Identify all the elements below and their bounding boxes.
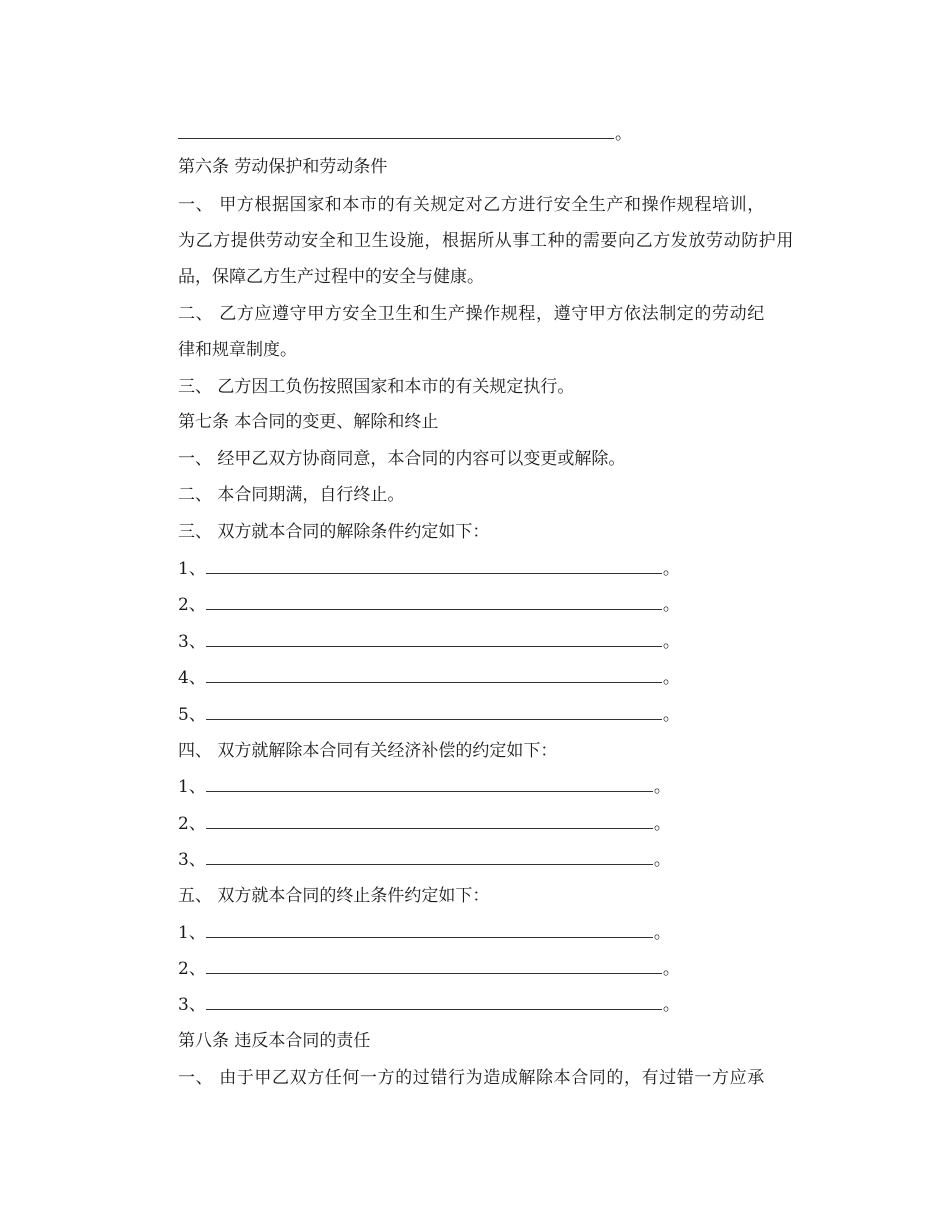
blank-underline — [206, 595, 662, 610]
fill-in-item — [178, 848, 798, 872]
paragraph-line: 一、 由于甲乙双方任何一方的过错行为造成解除本合同的，有过错一方应承 — [178, 1068, 765, 1088]
fill-in-item — [178, 812, 798, 836]
line-end-mark: 。 — [662, 959, 680, 979]
blank-underline — [206, 995, 662, 1010]
fill-in-item — [178, 593, 798, 617]
line-end-mark: 。 — [653, 923, 671, 943]
blank-underline — [206, 632, 662, 647]
line-end-mark: 。 — [662, 559, 680, 579]
fill-in-blank-line — [178, 122, 798, 146]
line-end-mark: 。 — [662, 595, 680, 615]
line-end-mark: 。 — [662, 668, 680, 688]
paragraph-line: 一、 甲方根据国家和本市的有关规定对乙方进行安全生产和操作规程培训， — [178, 195, 765, 215]
fill-in-item — [178, 630, 798, 654]
fill-in-item — [178, 703, 798, 727]
article-heading: 第八条 违反本合同的责任 — [178, 1031, 371, 1051]
blank-underline — [206, 959, 662, 974]
blank-underline — [178, 124, 614, 139]
line-end-mark: 。 — [653, 850, 671, 870]
blank-underline — [206, 850, 653, 865]
paragraph-line: 二、 乙方应遵守甲方安全卫生和生产操作规程，遵守甲方依法制定的劳动纪 — [178, 304, 765, 324]
item-number: 1、 — [178, 777, 206, 797]
item-number: 2、 — [178, 595, 206, 615]
line-end-mark: 。 — [662, 632, 680, 652]
line-end-mark: 。 — [662, 995, 680, 1015]
item-number: 3、 — [178, 850, 206, 870]
fill-in-item — [178, 557, 798, 581]
fill-in-item — [178, 666, 798, 690]
item-number: 1、 — [178, 559, 206, 579]
article-heading: 第六条 劳动保护和劳动条件 — [178, 157, 388, 177]
line-end-mark: 。 — [615, 124, 632, 144]
item-number: 4、 — [178, 668, 206, 688]
item-number: 3、 — [178, 632, 206, 652]
item-number: 2、 — [178, 814, 206, 834]
fill-in-item — [178, 921, 798, 945]
paragraph-line: 三、 乙方因工负伤按照国家和本市的有关规定执行。 — [178, 377, 575, 397]
blank-underline — [206, 559, 662, 574]
line-end-mark: 。 — [653, 777, 671, 797]
fill-in-item — [178, 957, 798, 981]
line-end-mark: 。 — [653, 814, 671, 834]
item-number: 3、 — [178, 995, 206, 1015]
paragraph-line: 五、 双方就本合同的终止条件约定如下： — [178, 886, 490, 906]
line-end-mark: 。 — [662, 705, 680, 725]
item-number: 5、 — [178, 705, 206, 725]
item-number: 2、 — [178, 959, 206, 979]
blank-underline — [206, 705, 662, 720]
item-number: 1、 — [178, 923, 206, 943]
paragraph-line: 二、 本合同期满，自行终止。 — [178, 485, 405, 505]
fill-in-item — [178, 993, 798, 1017]
fill-in-item — [178, 775, 798, 799]
paragraph-line: 一、 经甲乙双方协商同意，本合同的内容可以变更或解除。 — [178, 449, 626, 469]
blank-underline — [206, 777, 653, 792]
paragraph-line: 品，保障乙方生产过程中的安全与健康。 — [178, 267, 484, 287]
blank-underline — [206, 923, 653, 938]
paragraph-line: 律和规章制度。 — [178, 340, 297, 360]
paragraph-line: 为乙方提供劳动安全和卫生设施，根据所从事工种的需要向乙方发放劳动防护用 — [178, 231, 794, 251]
paragraph-line: 三、 双方就本合同的解除条件约定如下： — [178, 522, 490, 542]
blank-underline — [206, 668, 662, 683]
paragraph-line: 四、 双方就解除本合同有关经济补偿的约定如下： — [178, 741, 558, 761]
article-heading: 第七条 本合同的变更、解除和终止 — [178, 412, 439, 432]
blank-underline — [206, 814, 653, 829]
